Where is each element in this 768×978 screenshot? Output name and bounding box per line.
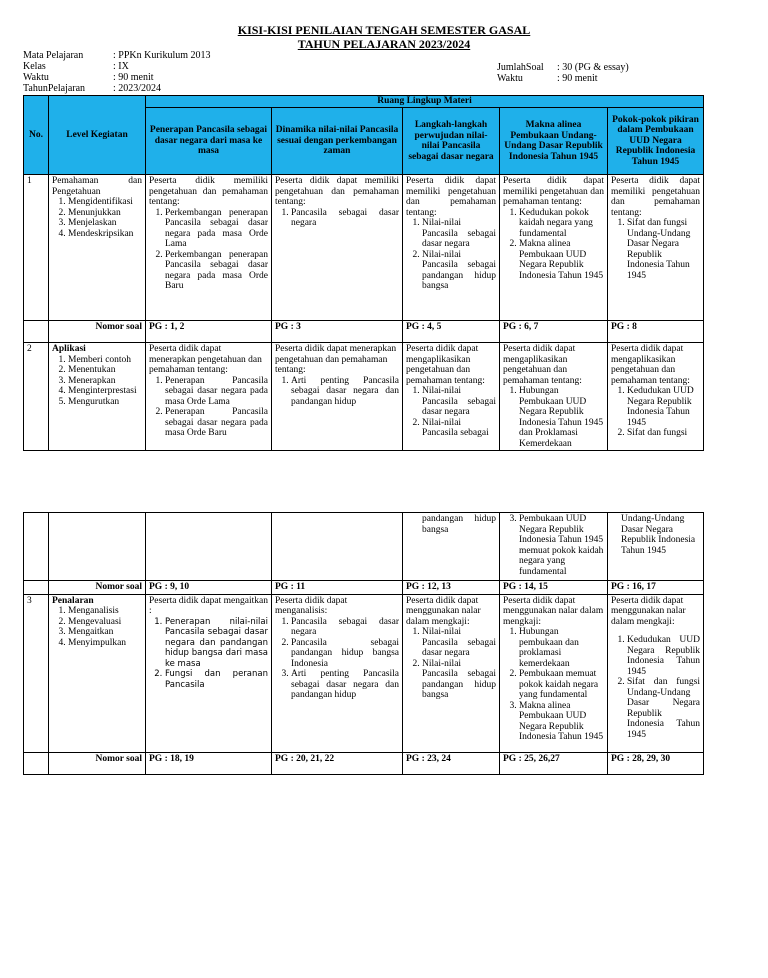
- kisi-kisi-table-part1: [23, 95, 704, 451]
- cell-intro: Peserta didik dapat memiliki pengetahuan dan pemahaman tentang:: [406, 176, 496, 218]
- pg-cell: PG : 1, 2: [146, 321, 272, 343]
- materi-cell: [146, 594, 272, 752]
- row-number: 3: [24, 594, 49, 752]
- header-ruang-lingkup: Ruang Lingkup Materi: [146, 96, 704, 108]
- meta-value: : PPKn Kurikulum 2013: [113, 50, 211, 61]
- list-item: 2. Menentukan: [68, 365, 142, 376]
- header-col-1: Penerapan Pancasila sebagai dasar negara dari masa ke masa: [146, 108, 272, 175]
- pg-cell: PG : 23, 24: [403, 752, 500, 774]
- list-item: 1. Mengidentifikasi: [68, 197, 142, 208]
- meta-key: Kelas: [23, 61, 46, 72]
- pg-cell: PG : 18, 19: [146, 752, 272, 774]
- materi-cell: [500, 343, 608, 451]
- list-item: 2. Mengevaluasi: [68, 617, 142, 628]
- list-item: 4. Menginterprestasi: [68, 386, 142, 397]
- header-col-4: Makna alinea Pembukaan Undang-Undang Dasar Republik Indonesia Tahun 1945: [500, 108, 608, 175]
- list-item: 1. Menganalisis: [68, 606, 142, 617]
- table-row: [24, 343, 704, 451]
- cell-intro: Peserta didik memiliki pengetahuan dan pemahaman tentang:: [149, 176, 268, 207]
- meta-row: [23, 83, 211, 94]
- pg-cell: PG : 12, 13: [403, 581, 500, 595]
- table-row: [24, 752, 704, 774]
- meta-key: Waktu: [497, 73, 523, 84]
- cell-list: [275, 208, 399, 229]
- cell-list: [275, 376, 399, 408]
- level-title: Penalaran: [52, 595, 94, 606]
- list-item: 2. Perkembangan penerapan Pancasila sebagai dasar negara pada masa Orde Baru: [165, 250, 268, 292]
- meta-key: TahunPelajaran: [23, 83, 86, 94]
- list-item: 1. Hubungan pembukaan dan proklamasi kemerdekaan: [519, 627, 604, 669]
- pg-cell: PG : 20, 21, 22: [272, 752, 403, 774]
- materi-cell: [608, 343, 704, 451]
- pg-cell: PG : 9, 10: [146, 581, 272, 595]
- list-item: 1. Nilai-nilai Pancasila sebagai dasar negara: [422, 386, 496, 418]
- list-item: 2. Fungsi dan peranan Pancasila: [165, 669, 268, 690]
- list-item: 2. Sifat dan fungsi Undang-Undang Dasar Negara Republik Indonesia Tahun 1945: [627, 677, 700, 740]
- meta-value: : 30 (PG & essay): [557, 62, 629, 73]
- level-cell: [49, 175, 146, 321]
- materi-cell: [272, 175, 403, 321]
- cell-intro: Peserta didik dapat mengaplikasikan pengetahuan dan pemahaman tentang:: [503, 344, 582, 386]
- pg-cell: PG : 16, 17: [608, 581, 704, 595]
- pg-cell: PG : 4, 5: [403, 321, 500, 343]
- meta-row: [23, 50, 211, 61]
- list-item: 1. Penerapan nilai-nilai Pancasila sebagai dasar negara dan pandangan hidup bangsa dari masa ke masa: [165, 617, 268, 670]
- level-list: [52, 355, 142, 408]
- pg-cell: PG : 3: [272, 321, 403, 343]
- list-item: 4. Menyimpulkan: [68, 638, 142, 649]
- meta-row: [497, 73, 629, 84]
- list-item: 1. Pancasila sebagai dasar negara: [291, 208, 399, 229]
- cell-list: [149, 376, 268, 439]
- meta-row: [23, 61, 211, 72]
- cell-list: [406, 627, 496, 701]
- level-title: Aplikasi: [52, 344, 86, 354]
- pg-cell: PG : 28, 29, 30: [608, 752, 704, 774]
- list-item: 2. Penerapan Pancasila sebagai dasar negara pada masa Orde Baru: [165, 407, 268, 439]
- pg-cell: PG : 14, 15: [500, 581, 608, 595]
- cell-intro: Peserta didik dapat mengaplikasikan pengetahuan dan pemahaman tentang:: [406, 344, 485, 386]
- meta-value: : 90 menit: [113, 72, 154, 83]
- level-title: Pemahaman dan Pengetahuan: [52, 176, 142, 197]
- table-row: [24, 513, 704, 581]
- kisi-kisi-table-part2: [23, 512, 704, 775]
- cell-intro: Peserta didik dapat menggunakan nalar dalam mengkaji:: [406, 595, 481, 627]
- cell-list: [503, 208, 604, 282]
- list-item: 1. Kedudukan pokok kaidah negara yang fundamental: [519, 208, 604, 240]
- level-list: [52, 197, 142, 239]
- meta-right: [497, 62, 629, 84]
- materi-cell: [403, 343, 500, 451]
- header-col-2: Dinamika nilai-nilai Pancasila sesuai dengan perkembangan zaman: [272, 108, 403, 175]
- materi-cell: [500, 175, 608, 321]
- list-item: 3. Pembukaan UUD Negara Republik Indonesia Tahun 1945 memuat pokok kaidah negara yang fundamental: [519, 514, 604, 577]
- meta-left: [23, 50, 211, 94]
- cell-list: [149, 617, 268, 691]
- cell-list: [611, 386, 700, 439]
- materi-cell: [500, 594, 608, 752]
- list-item: 3. Menjelaskan: [68, 218, 142, 229]
- list-item: 3. Mengaitkan: [68, 627, 142, 638]
- materi-cell: [146, 343, 272, 451]
- cell-intro: Peserta didik dapat menganalisis:: [275, 595, 348, 616]
- header-no: No.: [24, 96, 49, 175]
- list-item: 1. Sifat dan fungsi Undang-Undang Dasar Negara Republik Indonesia Tahun 1945: [627, 218, 700, 281]
- cell-intro: Peserta didik dapat menggunakan nalar dalam mengkaji:: [503, 595, 604, 627]
- cell-list: [503, 514, 604, 577]
- cell-intro: Peserta didik dapat menggunakan nalar dalam mengkaji:: [611, 595, 686, 627]
- document-subtitle: TAHUN PELAJARAN 2023/2024: [297, 37, 471, 51]
- meta-key: Waktu: [23, 72, 49, 83]
- list-item: 3. Menerapkan: [68, 376, 142, 387]
- list-item: 1. Penerapan Pancasila sebagai dasar negara pada masa Orde Lama: [165, 376, 268, 408]
- list-item: 1. Memberi contoh: [68, 355, 142, 366]
- header-level: Level Kegiatan: [49, 96, 146, 175]
- list-item: 2. Menunjukkan: [68, 208, 142, 219]
- list-item: 3. Makna alinea Pembukaan UUD Negara Republik Indonesia Tahun 1945: [519, 701, 604, 743]
- header-col-3: Langkah-langkah perwujudan nilai-nilai Pancasila sebagai dasar negara: [403, 108, 500, 175]
- cell-intro: Peserta didik dapat memiliki pengetahuan dan pemahaman tentang:: [503, 176, 604, 207]
- nomor-soal-label: Nomor soal: [49, 581, 146, 595]
- list-item: 2. Nilai-nilai Pancasila sebagai: [422, 418, 496, 439]
- cell-intro: Peserta didik dapat memiliki pengetahuan dan pemahaman tentang:: [275, 176, 399, 207]
- cell-continued: Undang-Undang Dasar Negara Republik Indonesia Tahun 1945: [621, 514, 696, 556]
- materi-cell: [272, 343, 403, 451]
- meta-row: [23, 72, 211, 83]
- table-row: [24, 175, 704, 321]
- cell-intro: Peserta didik dapat mengaplikasikan pengetahuan dan pemahaman tentang:: [611, 344, 690, 386]
- meta-value: : 2023/2024: [113, 83, 162, 94]
- pg-cell: PG : 6, 7: [500, 321, 608, 343]
- cell-list: [406, 218, 496, 292]
- cell-list: [406, 386, 496, 439]
- level-cell: [49, 594, 146, 752]
- list-item: 1. Hubungan Pembukaan UUD Negara Republik Indonesia Tahun 1945 dan Proklamasi Kemerdekaan: [519, 386, 604, 449]
- cell-list: [149, 208, 268, 292]
- row-number: 2: [24, 343, 49, 451]
- cell-continued: pandangan hidup bangsa: [422, 514, 496, 535]
- cell-intro: Peserta didik dapat memiliki pengetahuan dan pemahaman tentang:: [611, 176, 701, 218]
- document-title: KISI-KISI PENILAIAN TENGAH SEMESTER GASAL: [237, 23, 531, 37]
- cell-list: [611, 635, 700, 740]
- list-item: 1. Nilai-nilai Pancasila sebagai dasar negara: [422, 218, 496, 250]
- list-item: 2. Nilai-nilai Pancasila sebagai pandangan hidup bangsa: [422, 659, 496, 701]
- meta-value: : IX: [113, 61, 129, 72]
- list-item: 4. Mendeskripsikan: [68, 229, 142, 240]
- list-item: 3. Arti penting Pancasila sebagai dasar negara dan pandangan hidup: [291, 669, 399, 701]
- cell-intro: Peserta didik dapat mengaitkan :: [149, 595, 268, 616]
- level-list: [52, 606, 142, 648]
- nomor-soal-label: Nomor soal: [49, 752, 146, 774]
- table-row: [24, 594, 704, 752]
- level-cell: [49, 343, 146, 451]
- pg-cell: PG : 11: [272, 581, 403, 595]
- list-item: 2. Nilai-nilai Pancasila sebagai pandangan hidup bangsa: [422, 250, 496, 292]
- list-item: 1. Nilai-nilai Pancasila sebagai dasar negara: [422, 627, 496, 659]
- materi-cell: [403, 175, 500, 321]
- cell-list: [503, 627, 604, 743]
- list-item: 2. Sifat dan fungsi: [627, 428, 700, 439]
- list-item: 2. Pembukaan memuat pokok kaidah negara yang fundamental: [519, 669, 604, 701]
- meta-key: JumlahSoal: [497, 62, 544, 73]
- meta-row: [497, 62, 629, 73]
- pg-cell: PG : 25, 26,27: [500, 752, 608, 774]
- materi-cell: [146, 175, 272, 321]
- list-item: 1. Kedudukan UUD Negara Republik Indonesia Tahun 1945: [627, 635, 700, 677]
- materi-cell: [272, 594, 403, 752]
- materi-cell: [403, 594, 500, 752]
- table-row: [24, 321, 704, 343]
- list-item: 1. Kedudukan UUD Negara Republik Indonesia Tahun 1945: [627, 386, 700, 428]
- meta-key: Mata Pelajaran: [23, 50, 84, 61]
- cell-intro: Peserta didik dapat menerapkan pengetahuan dan pemahaman tentang:: [275, 344, 397, 375]
- header-col-5: Pokok-pokok pikiran dalam Pembukaan UUD Negara Republik Indonesia Tahun 1945: [608, 108, 704, 175]
- nomor-soal-label: Nomor soal: [49, 321, 146, 343]
- cell-list: [503, 386, 604, 449]
- list-item: 2. Makna alinea Pembukaan UUD Negara Republik Indonesia Tahun 1945: [519, 239, 604, 281]
- list-item: 2. Pancasila sebagai pandangan hidup bangsa Indonesia: [291, 638, 399, 670]
- table-row: [24, 581, 704, 595]
- list-item: 5. Mengurutkan: [68, 397, 142, 408]
- meta-value: : 90 menit: [557, 73, 598, 84]
- materi-cell: [608, 175, 704, 321]
- pg-cell: PG : 8: [608, 321, 704, 343]
- list-item: 1. Arti penting Pancasila sebagai dasar negara dan pandangan hidup: [291, 376, 399, 408]
- materi-cell: [608, 594, 704, 752]
- cell-list: [275, 617, 399, 701]
- cell-intro: Peserta didik dapat menerapkan pengetahuan dan pemahaman tentang:: [149, 344, 262, 375]
- cell-list: [611, 218, 700, 281]
- row-number: 1: [24, 175, 49, 321]
- list-item: 1. Pancasila sebagai dasar negara: [291, 617, 399, 638]
- list-item: 1. Perkembangan penerapan Pancasila sebagai dasar negara pada masa Orde Lama: [165, 208, 268, 250]
